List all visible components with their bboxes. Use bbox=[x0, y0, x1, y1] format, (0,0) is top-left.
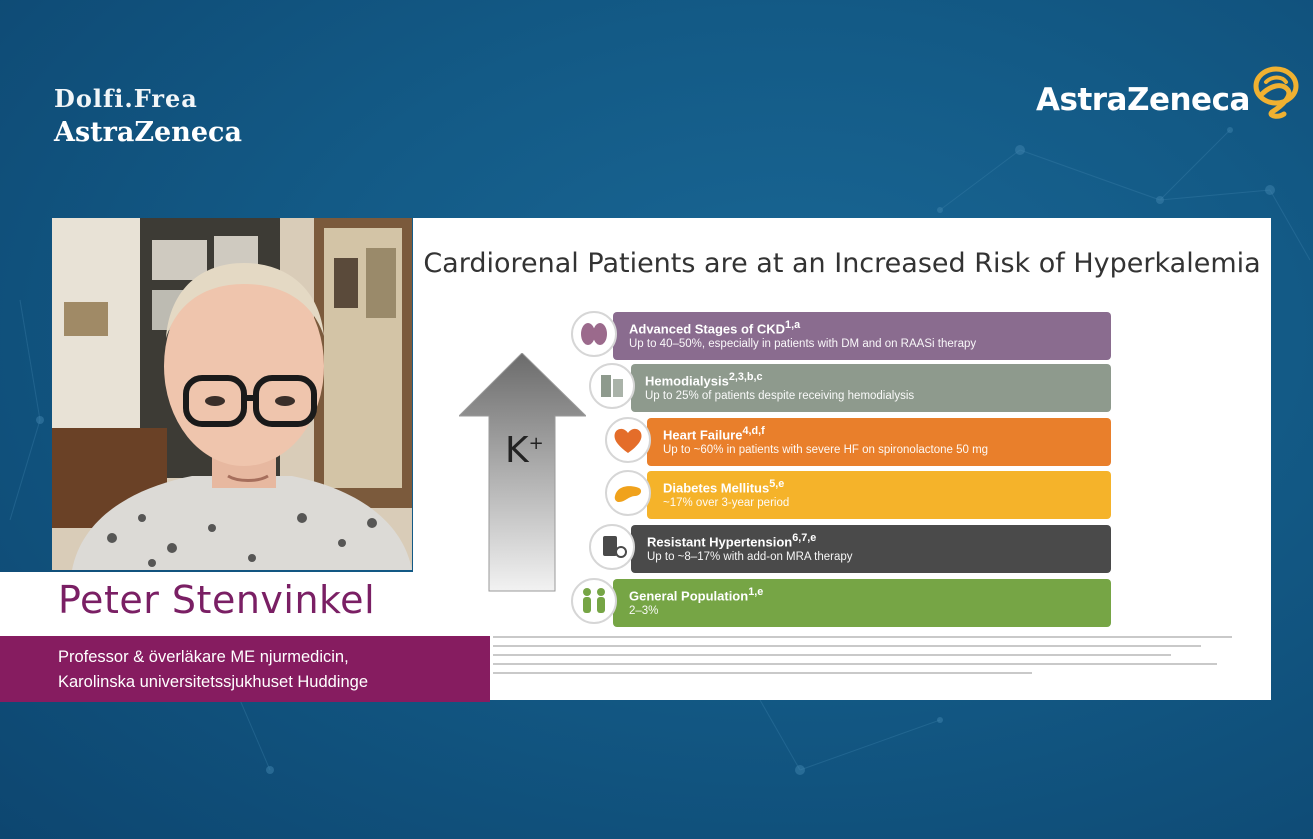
bar-heading-text: Resistant Hypertension bbox=[647, 534, 793, 550]
astrazeneca-logo bbox=[1036, 78, 1300, 122]
risk-bar-detail: ~17% over 3-year period bbox=[663, 497, 790, 509]
risk-bar-detail: 2–3% bbox=[629, 605, 659, 617]
astrazeneca-symbol-icon bbox=[1248, 64, 1300, 122]
bar-heading-text: Hemodialysis bbox=[645, 373, 729, 389]
risk-bar-heart-failure bbox=[647, 418, 1111, 466]
risk-bar-heading bbox=[663, 425, 765, 442]
risk-bar-heading bbox=[629, 319, 800, 336]
bar-heading-ref: 2,3,b,c bbox=[728, 371, 763, 383]
risk-bar-general-population bbox=[613, 579, 1111, 627]
bar-heading-text: Diabetes Mellitus bbox=[663, 480, 770, 496]
risk-bar-diabetes bbox=[647, 471, 1111, 519]
speaker-video bbox=[52, 218, 412, 570]
astrazeneca-wordmark: AstraZeneca bbox=[1036, 82, 1250, 118]
heart-icon bbox=[605, 417, 651, 463]
reference-line bbox=[493, 645, 1201, 647]
event-brand-bottom-text: AstraZeneca bbox=[54, 117, 242, 148]
bar-heading-ref: 4,d,f bbox=[742, 425, 765, 437]
bar-heading-text: Heart Failure bbox=[663, 427, 743, 443]
risk-bar-advanced-ckd bbox=[613, 312, 1111, 360]
kidney-icon bbox=[571, 311, 617, 357]
speaker-video-frame bbox=[52, 218, 412, 570]
risk-bar-heading bbox=[645, 371, 763, 388]
potassium-label bbox=[505, 430, 544, 471]
bar-heading-ref: 1,a bbox=[785, 319, 801, 331]
potassium-charge: + bbox=[528, 433, 544, 454]
bar-heading-ref: 1,e bbox=[748, 586, 764, 598]
speaker-title-line2: Karolinska universitetssjukhuset Huddinge bbox=[58, 673, 369, 691]
event-brand-logo bbox=[54, 84, 242, 148]
risk-bar-resistant-hypertension bbox=[631, 525, 1111, 573]
risk-bar-detail: Up to 25% of patients despite receiving hemodialysis bbox=[645, 390, 915, 402]
speaker-title-line1: Professor & överläkare ME njurmedicin, bbox=[58, 648, 349, 666]
speaker-name-plate bbox=[0, 572, 420, 636]
reference-line bbox=[493, 672, 1032, 674]
event-brand-top-text: Dolfi.Frea bbox=[54, 84, 198, 113]
risk-bar-hemodialysis bbox=[631, 364, 1111, 412]
speaker-title-plate bbox=[0, 636, 490, 702]
slide-title: Cardiorenal Patients are at an Increased Risk of Hyperkalemia bbox=[423, 248, 1261, 279]
people-icon bbox=[571, 578, 617, 624]
risk-bar-detail: Up to ~60% in patients with severe HF on spironolactone 50 mg bbox=[663, 444, 989, 456]
blood-pressure-icon bbox=[589, 524, 635, 570]
risk-bar-heading bbox=[647, 532, 816, 549]
bar-heading-text: General Population bbox=[629, 588, 749, 604]
risk-bar-detail: Up to ~8–17% with add-on MRA therapy bbox=[647, 551, 853, 563]
risk-bar-detail: Up to 40–50%, especially in patients with DM and on RAASi therapy bbox=[629, 338, 977, 350]
reference-line bbox=[493, 654, 1171, 656]
risk-bar-heading bbox=[663, 478, 784, 495]
bar-heading-text: Advanced Stages of CKD bbox=[629, 321, 786, 337]
presentation-slide bbox=[413, 218, 1271, 700]
speaker-name: Peter Stenvinkel bbox=[58, 578, 376, 622]
dialysis-icon bbox=[589, 363, 635, 409]
pancreas-icon bbox=[605, 470, 651, 516]
potassium-symbol: K bbox=[505, 430, 529, 471]
bar-heading-ref: 5,e bbox=[769, 478, 785, 490]
risk-bar-heading bbox=[629, 586, 763, 603]
potassium-up-arrow bbox=[459, 353, 586, 593]
reference-line bbox=[493, 663, 1217, 665]
bar-heading-ref: 6,7,e bbox=[792, 532, 817, 544]
reference-line bbox=[493, 636, 1232, 638]
slide-references bbox=[493, 636, 1263, 681]
